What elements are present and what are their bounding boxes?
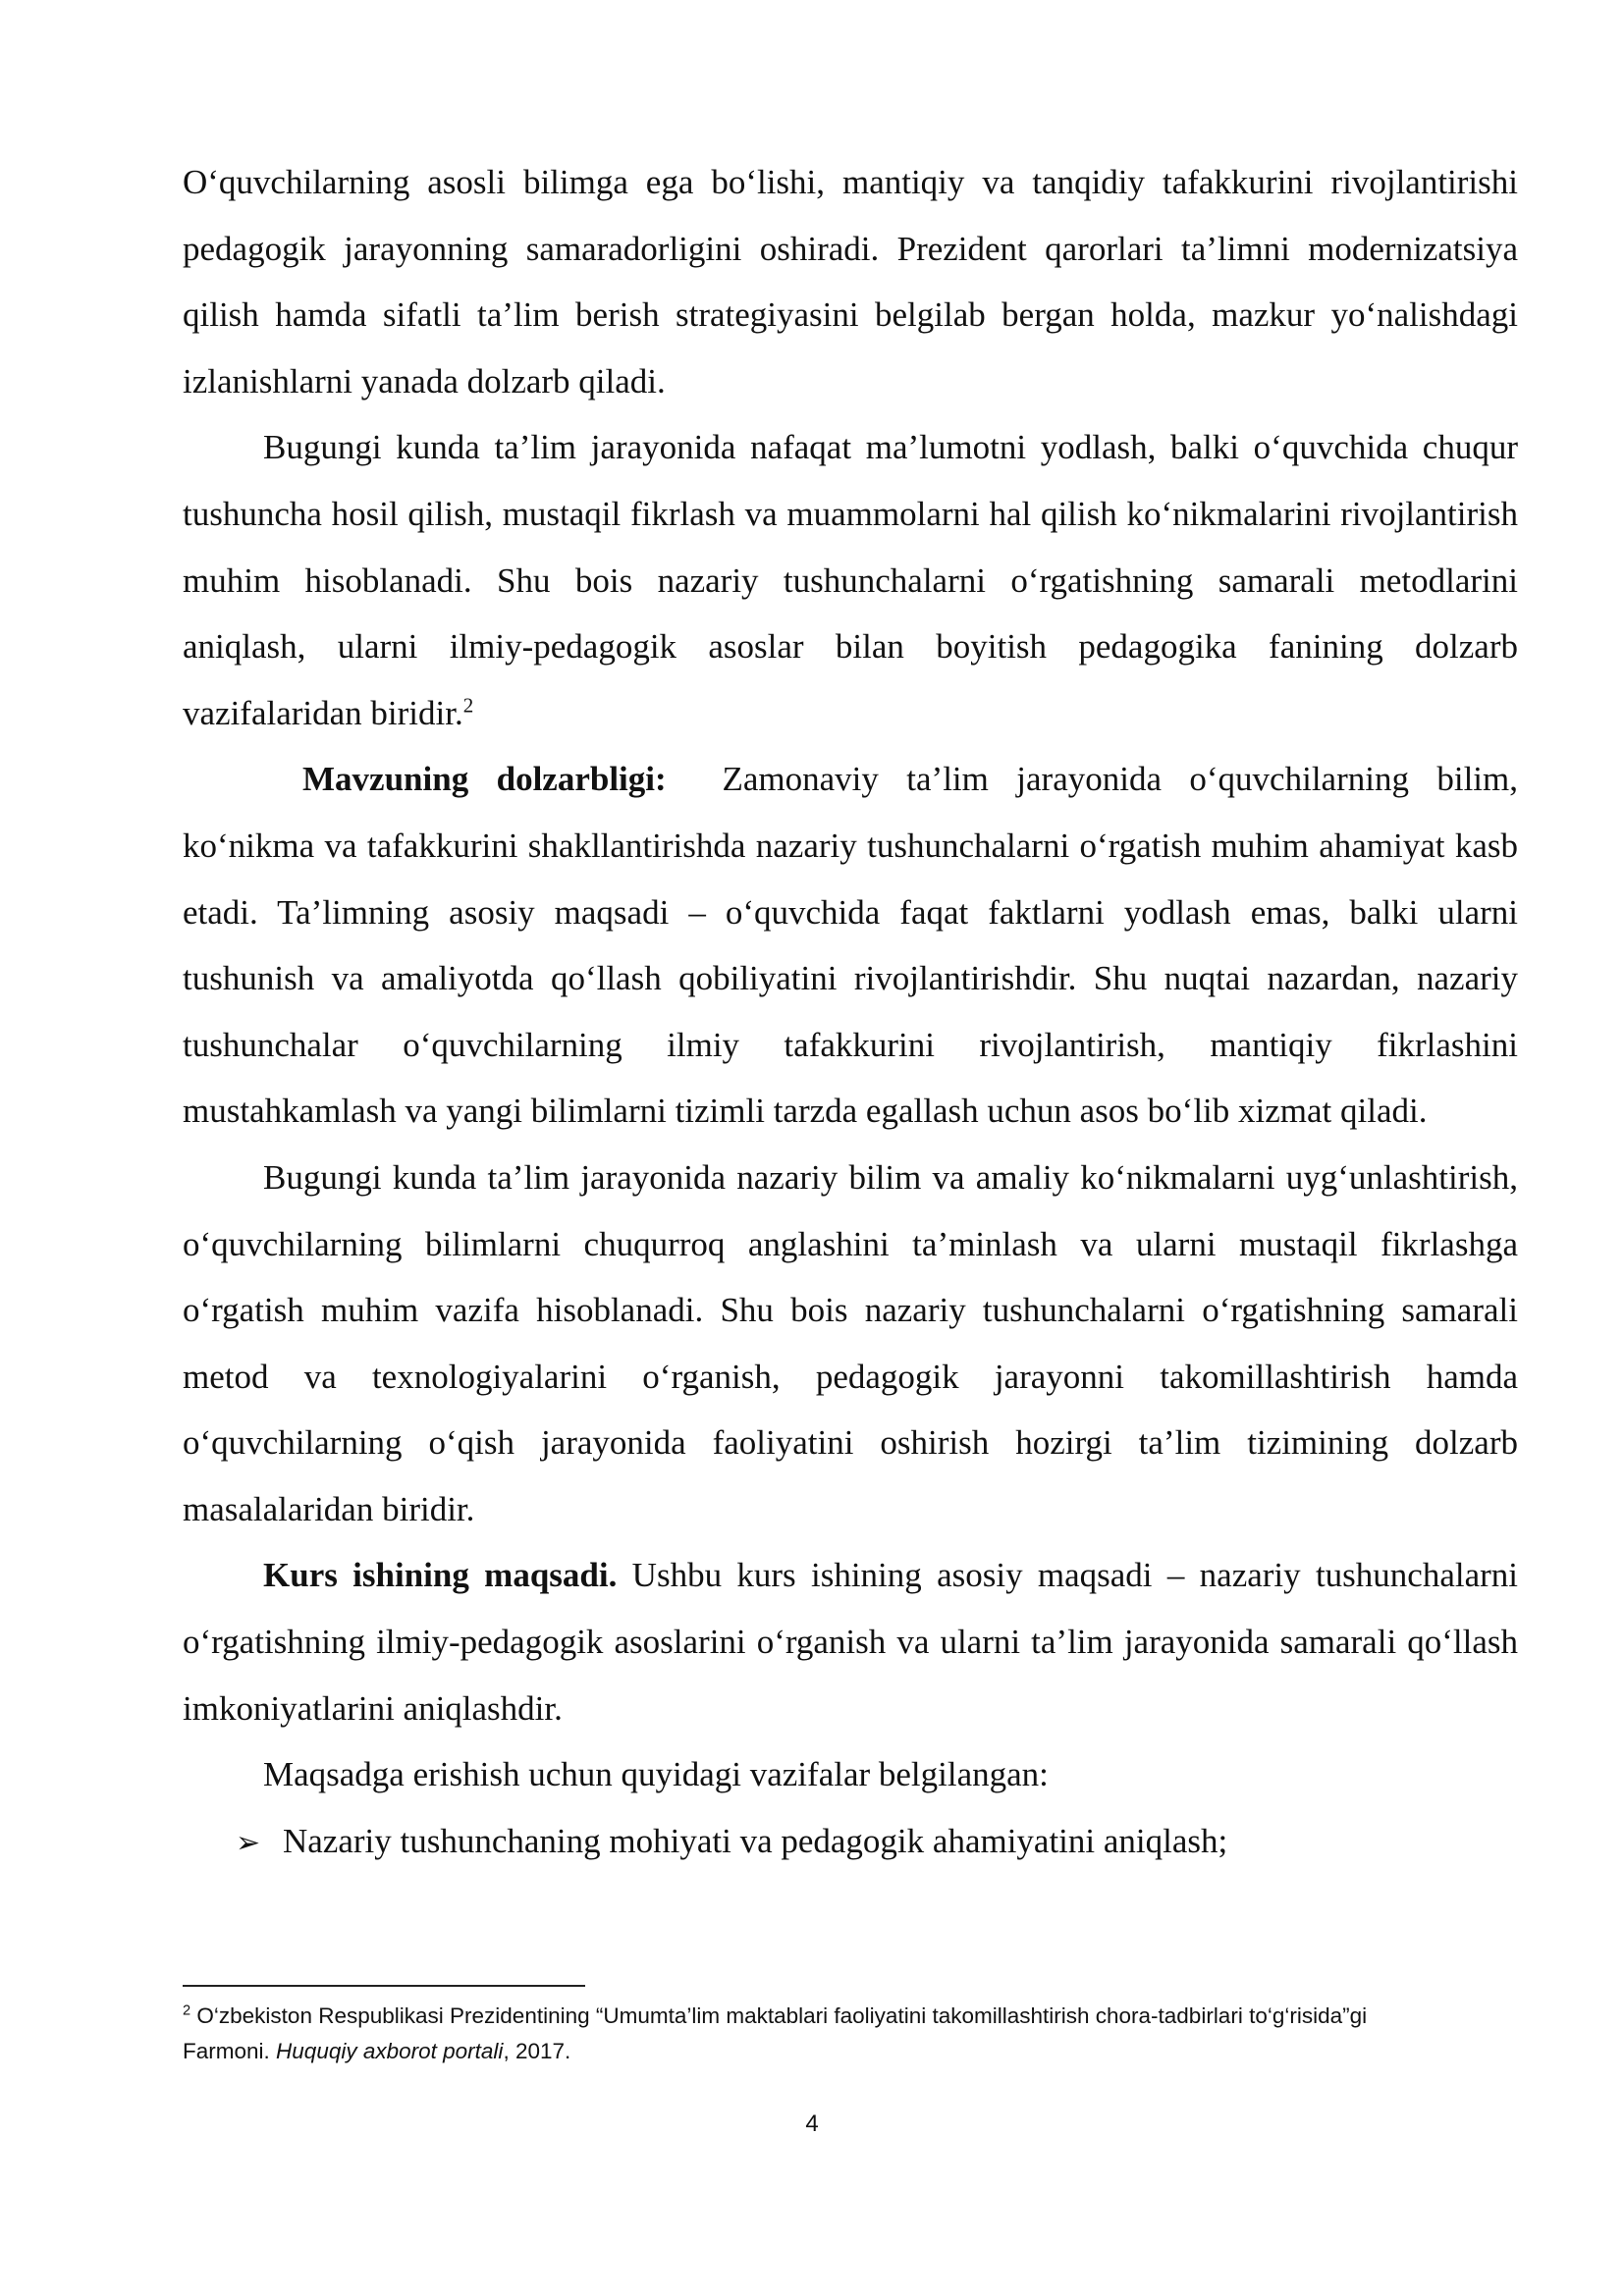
footnote-reference[interactable]: 2	[462, 693, 474, 718]
footnote-number: 2	[183, 2002, 191, 2019]
paragraph-4	[183, 1145, 1518, 1543]
footnote-text: O‘zbekiston Respublikasi Prezidentining “Umumta’lim maktablari faoliyatini takomillashtirish chora-tadbirlari to‘g‘risida”gi Farmoni.	[183, 2003, 1368, 2063]
paragraph-relevance	[183, 746, 1518, 1145]
task-bullet-item	[183, 1808, 1518, 1877]
arrowhead-bullet-icon: ➢	[236, 1826, 261, 1859]
paragraph-2	[183, 414, 1518, 746]
footnote-source: Huquqiy axborot portali	[276, 2039, 504, 2063]
relevance-text: Zamonaviy ta’lim jarayonida o‘quvchilarning bilim, ko‘nikma va tafakkurini shakllantirishda nazariy tushunchalarni o‘rgatish muhim ahamiyat kasb etadi. Ta’limning asosiy maqsadi – o‘quvchida faqat faktlarni yodlash emas, balki ularni tushunish va amaliyotda qo‘llash qobiliyatini rivojlantirishdir. Shu nuqtai nazardan, nazariy tushunchalar o‘quvchilarning ilmiy tafakkurini rivojlantirish, mantiqiy fikrlashini mustahkamlash va yangi bilimlarni tizimli tarzda egallash uchun asos bo‘lib xizmat qiladi.	[183, 760, 1519, 1131]
goal-heading: Kurs ishining maqsadi.	[263, 1556, 618, 1595]
paragraph-tasks-intro	[183, 1741, 1518, 1808]
footnote-separator	[183, 1985, 585, 1987]
paragraph-1-text: O‘quvchilarning asosli bilimga ega bo‘lishi, mantiqiy va tanqidiy tafakkurini rivojlantirishi pedagogik jarayonning samaradorligini oshiradi. Prezident qarorlari ta’limni modernizatsiya qilish hamda sifatli ta’lim berish strategiyasini belgilab bergan holda, mazkur yo‘nalishdagi izlanishlarni yanada dolzarb qiladi.	[183, 163, 1518, 400]
footnote-year: , 2017.	[503, 2039, 571, 2063]
relevance-heading: Mavzuning dolzarbligi:	[302, 760, 667, 799]
paragraph-2-text: Bugungi kunda ta’lim jarayonida nafaqat ma’lumotni yodlash, balki o‘quvchida chuqur tushuncha hosil qilish, mustaqil fikrlash va muammolarni hal qilish ko‘nikmalarini rivojlantirish muhim hisoblanadi. Shu bois nazariy tushunchalarni o‘rgatishning samarali metodlarini aniqlash, ularni ilmiy-pedagogik asoslar bilan boyitish pedagogika fanining dolzarb vazifalaridan biridir.	[183, 428, 1518, 732]
body-text	[183, 149, 1518, 1876]
task-bullet-text: Nazariy tushunchaning mohiyati va pedagogik ahamiyatini aniqlash;	[283, 1821, 1228, 1860]
page-number: 4	[805, 2110, 819, 2137]
footnote	[183, 1999, 1459, 2069]
paragraph-goal	[183, 1542, 1518, 1741]
paragraph-1	[183, 149, 1518, 414]
paragraph-4-text: Bugungi kunda ta’lim jarayonida nazariy bilim va amaliy ko‘nikmalarni uyg‘unlashtirish, o‘quvchilarning bilimlarni chuqurroq anglashini ta’minlash va ularni mustaqil fikrlashga o‘rgatish muhim vazifa hisoblanadi. Shu bois nazariy tushunchalarni o‘rgatishning samarali metod va texnologiyalarini o‘rganish, pedagogik jarayonni takomillashtirish hamda o‘quvchilarning o‘qish jarayonida faoliyatini oshirish hozirgi ta’lim tizimining dolzarb masalalaridan biridir.	[183, 1157, 1518, 1528]
goal-text: Ushbu kurs ishining asosiy maqsadi – nazariy tushunchalarni o‘rgatishning ilmiy-pedagogik asoslarini o‘rganish va ularni ta’lim jarayonida samarali qo‘llash imkoniyatlarini aniqlashdir.	[183, 1556, 1519, 1728]
tasks-intro-text: Maqsadga erishish uchun quyidagi vazifalar belgilangan:	[263, 1755, 1049, 1794]
